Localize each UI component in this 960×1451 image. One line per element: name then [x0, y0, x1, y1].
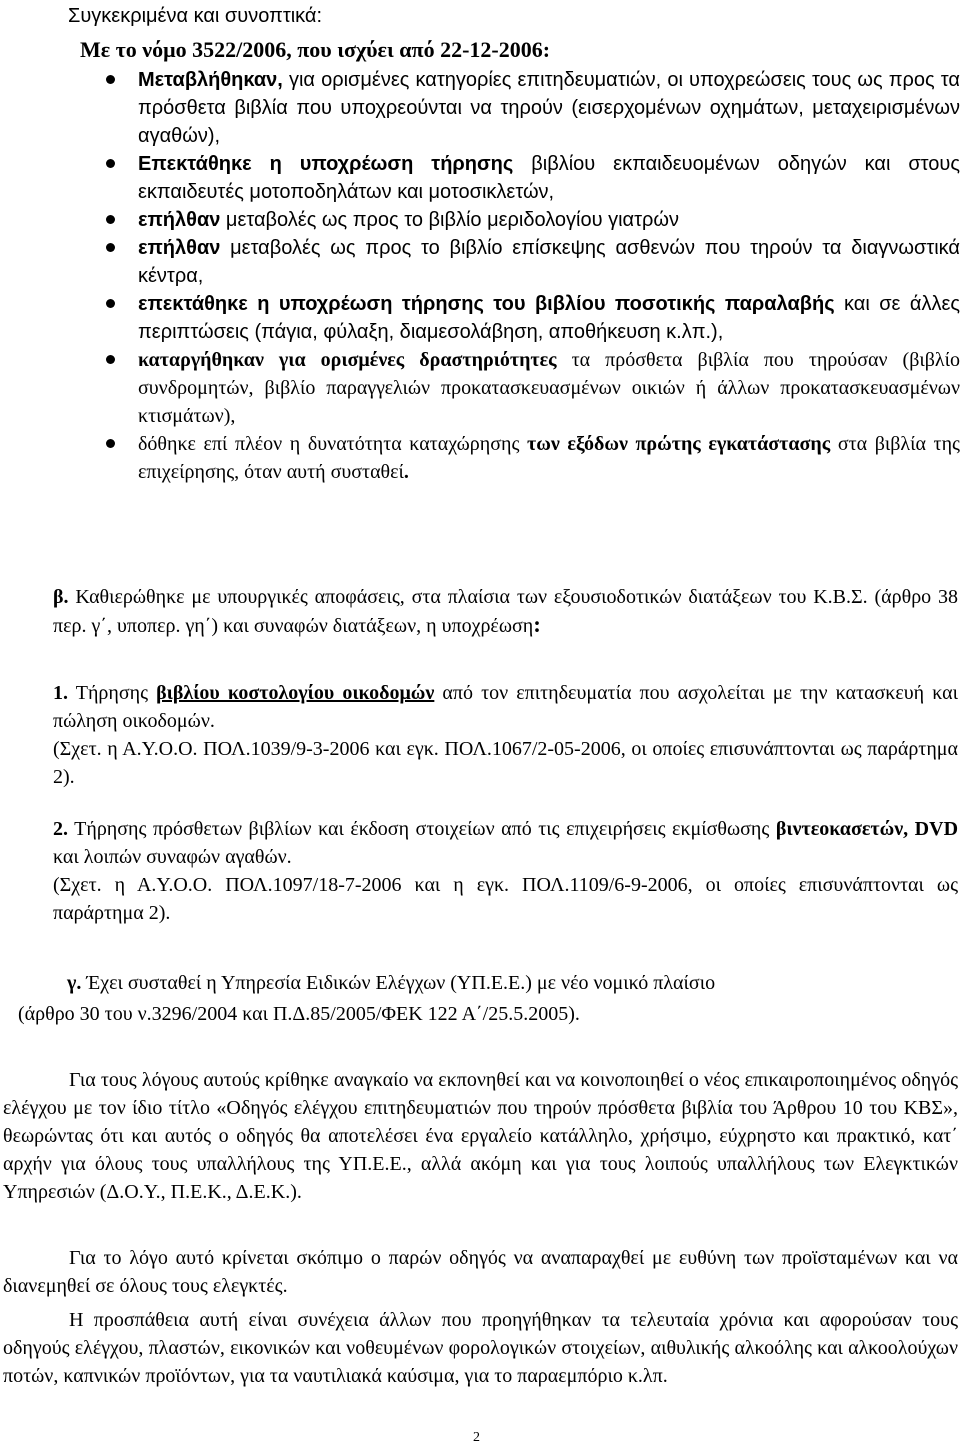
item-text: Τήρησης πρόσθετων βιβλίων και έκδοση στοιχείων από τις επιχειρήσεις εκμίσθωσης	[68, 818, 776, 840]
list-item	[0, 346, 960, 430]
paragraph: Η προσπάθεια αυτή είναι συνέχεια άλλων που προηγήθηκαν τα τελευταία χρόνια και αφορούσαν τους οδηγούς ελέγχου, πλαστών, εικονικών και νοθευμένων φορολογικών στοιχείων, αιθυλικής αλκοόλης και αλκοολούχων ποτών, καπνικών προϊόντων, για τα ναυτιλιακά καύσιμα, για το παραεμπόριο κ.λπ.	[3, 1309, 958, 1387]
page-number: 2	[473, 1430, 480, 1445]
list-item	[0, 234, 960, 290]
list-item-bold: των εξόδων πρώτης εγκατάστασης	[526, 433, 831, 455]
item-number: 1.	[53, 682, 68, 704]
numbered-item-1	[53, 679, 958, 791]
item-reference: (Σχετ. η Α.Υ.Ο.Ο. ΠΟΛ.1097/18-7-2006 και η εγκ. ΠΟΛ.1109/6-9-2006, οι οποίες επισυνάπτονται ως παράρτημα 2).	[53, 874, 958, 924]
list-item-text: στα βιβλία της επιχείρησης, όταν αυτή συσταθεί	[138, 433, 960, 483]
list-item	[0, 150, 960, 206]
list-item-text: βιβλίου εκπαιδευομένων οδηγών και στους εκπαιδευτές μοτοποδηλάτων και μοτοσικλετών,	[138, 153, 960, 203]
section-label: β.	[53, 586, 69, 608]
list-item	[0, 206, 822, 234]
list-item	[0, 66, 960, 150]
list-item	[0, 290, 960, 346]
list-item-bold: επεκτάθηκε η υποχρέωση τήρησης του βιβλίου ποσοτικής παραλαβής	[138, 293, 835, 315]
numbered-item-2	[53, 815, 958, 927]
list-item-bold: Επεκτάθηκε η υποχρέωση τήρησης	[138, 153, 514, 175]
section-text: Καθιερώθηκε με υπουργικές αποφάσεις, στα πλαίσια των εξουσιοδοτικών διατάξεων του Κ.Β.Σ. (άρθρο 38 περ. γ΄, υποπερ. γη΄) και συναφών διατάξεων, η υποχρέωση	[53, 586, 958, 637]
section-label: γ.	[67, 972, 82, 994]
list-item	[0, 430, 960, 486]
item-bold: βιντεοκασετών, DVD	[775, 818, 959, 840]
list-item-text: μεταβολές ως προς το βιβλίο μεριδολογίου γιατρών	[220, 209, 679, 231]
list-item-text: για ορισμένες κατηγορίες επιτηδευματιών, οι υποχρεώσεις τους ως προς τα πρόσθετα βιβλία που υποχρεούνται να τηρούν (εισερχομένων οχημάτων, μεταχειρισμένων αγαθών),	[138, 69, 960, 147]
item-number: 2.	[53, 818, 68, 840]
list-item-bold: επήλθαν	[138, 237, 221, 259]
section-b	[53, 583, 958, 640]
section-colon: :	[533, 612, 541, 637]
paragraph: Για τους λόγους αυτούς κρίθηκε αναγκαίο να εκπονηθεί και να κοινοποιηθεί ο νέος επικαιροποιημένος οδηγός ελέγχου με τον ίδιο τίτλο «Οδηγός ελέγχου επιτηδευματιών που τηρούν πρόσθετα βιβλία του Άρθρου 10 του ΚΒΣ», θεωρώντας ότι και αυτός ο οδηγός θα αποτελέσει ένα εργαλείο κατάλληλο, χρήσιμο, εύχρηστο και πρακτικό, κατ΄ αρχήν για όλους τους υπαλλήλους της ΥΠ.Ε.Ε., αλλά ακόμη και για τους λοιπούς υπαλλήλους των Ελεγκτικών Υπηρεσιών (Δ.Ο.Υ., Π.Ε.Κ., Δ.Ε.Κ.).	[3, 1069, 958, 1203]
list-item-bold: επήλθαν	[138, 209, 221, 231]
item-text: από τον επιτηδευματία που ασχολείται με την κατασκευή και πώληση οικοδομών.	[53, 682, 958, 732]
changes-list	[0, 66, 960, 486]
section-text: Έχει συσταθεί η Υπηρεσία Ειδικών Ελέγχων (ΥΠ.Ε.Ε.) με νέο νομικό πλαίσιο	[81, 972, 716, 994]
item-reference: (Σχετ. η Α.Υ.Ο.Ο. ΠΟΛ.1039/9-3-2006 και εγκ. ΠΟΛ.1067/2-05-2006, οι οποίες επισυνάπτονται ως παράρτημα 2).	[53, 738, 958, 788]
list-item-text: και σε άλλες περιπτώσεις (πάγια, φύλαξη, διαμεσολάβηση, αποθήκευση κ.λπ.),	[138, 293, 960, 343]
item-text: Τήρησης	[68, 682, 157, 704]
list-item-text: δόθηκε επί πλέον η δυνατότητα καταχώρησης	[138, 433, 527, 455]
intro-line: Συγκεκριμένα και συνοπτικά:	[68, 5, 323, 27]
section-text: (άρθρο 30 του ν.3296/2004 και Π.Δ.85/2005/ΦΕΚ 122 Α΄/25.5.2005).	[18, 1003, 580, 1025]
list-item-end: .	[403, 461, 409, 483]
list-item-bold: καταργήθηκαν για ορισμένες δραστηριότητες	[138, 349, 557, 371]
list-item-text: τα πρόσθετα βιβλία που τηρούσαν (βιβλίο συνδρομητών, βιβλίο παραγγελιών προκατασκευασμένων οικιών ή άλλων προκατασκευασμένων κτισμάτων),	[138, 349, 960, 427]
item-bold: βιβλίου κοστολογίου οικοδομών	[156, 682, 435, 704]
law-heading: Με το νόμο 3522/2006, που ισχύει από 22-12-2006:	[80, 37, 551, 62]
list-item-text: μεταβολές ως προς το βιβλίο επίσκεψης ασθενών που τηρούν τα διαγνωστικά κέντρα,	[138, 237, 960, 287]
item-text: και λοιπών συναφών αγαθών.	[53, 846, 292, 868]
list-item-bold: Μεταβλήθηκαν,	[138, 69, 283, 91]
paragraph: Για το λόγο αυτό κρίνεται σκόπιμο ο παρών οδηγός να αναπαραχθεί με ευθύνη των προϊσταμένων και να διανεμηθεί σε όλους τους ελεγκτές.	[3, 1247, 958, 1297]
